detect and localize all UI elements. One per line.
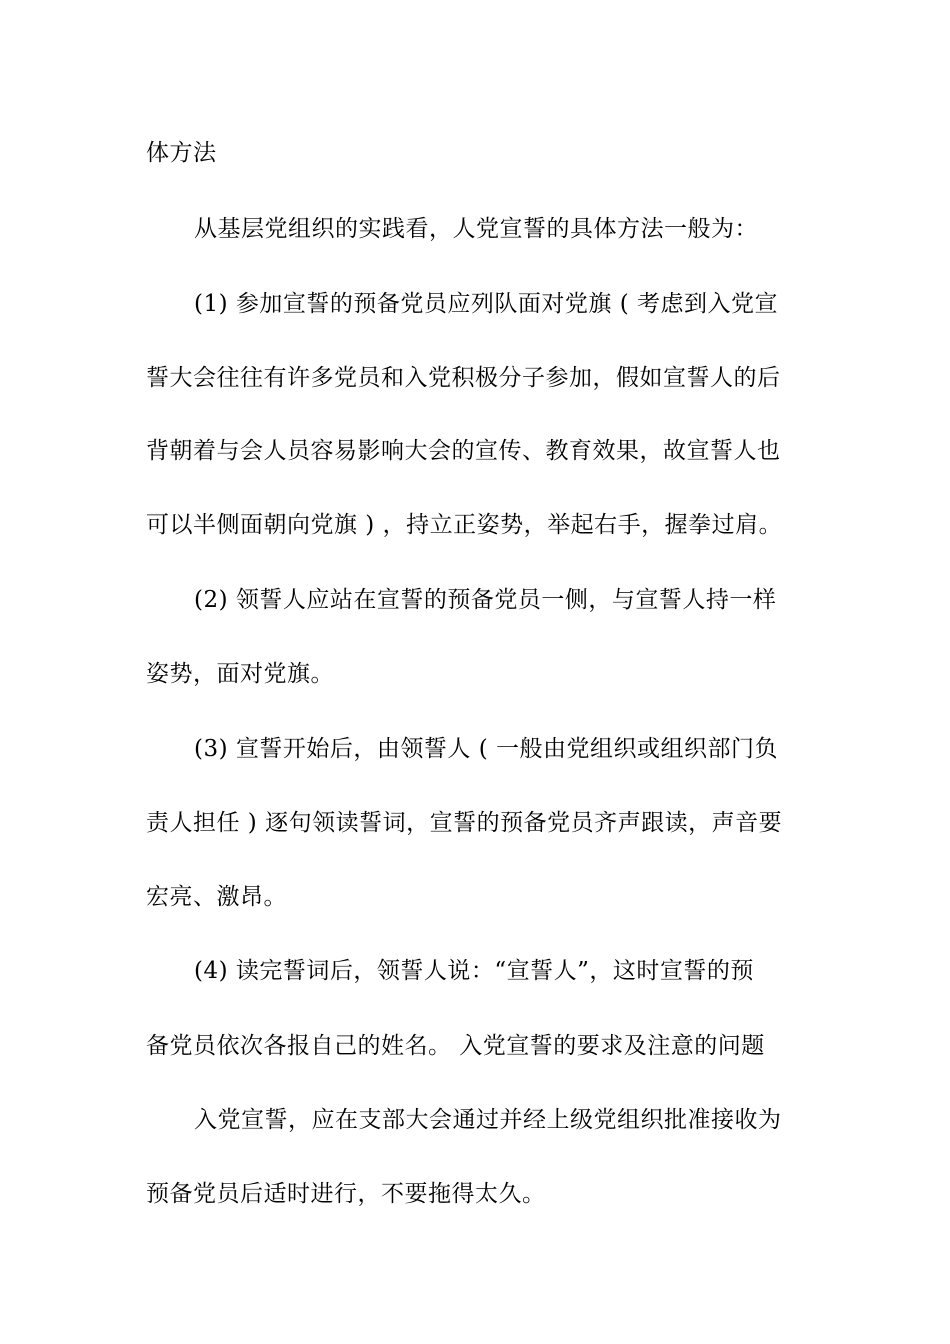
text-line: 入党宣誓，应在支部大会通过并经上级党组织批准接收为 <box>194 1107 782 1133</box>
text-line: 姿势，面对党旗。 <box>146 661 334 687</box>
text-line: 宏亮、激昂。 <box>146 884 287 910</box>
text-line: 预备党员后适时进行，不要拖得太久。 <box>146 1181 546 1207</box>
text-line: 从基层党组织的实践看，人党宣誓的具体方法一般为： <box>194 216 758 242</box>
text-line: (4) 读完誓词后，领誓人说：“宣誓人”，这时宣誓的预 <box>194 958 754 984</box>
text-line: 体方法 <box>146 140 217 166</box>
text-line: (2) 领誓人应站在宣誓的预备党员一侧，与宣誓人持一样 <box>194 587 777 613</box>
text-line: (3) 宣誓开始后，由领誓人 ( 一般由党组织或组织部门负 <box>194 736 778 762</box>
text-line: 备党员依次各报自己的姓名。 入党宣誓的要求及注意的问题 <box>146 1033 765 1059</box>
text-line: 责人担任 ) 逐句领读誓词，宣誓的预备党员齐声跟读，声音要 <box>146 810 783 836</box>
text-line: (1) 参加宣誓的预备党员应列队面对党旗 ( 考虑到入党宣 <box>194 291 778 317</box>
text-line: 誓大会往往有许多党员和入党积极分子参加，假如宣誓人的后 <box>146 365 781 391</box>
text-line: 背朝着与会人员容易影响大会的宣传、教育效果，故宣誓人也 <box>146 438 781 464</box>
text-line: 可以半侧面朝向党旗 ) ，持立正姿势，举起右手，握拳过肩。 <box>146 512 783 538</box>
